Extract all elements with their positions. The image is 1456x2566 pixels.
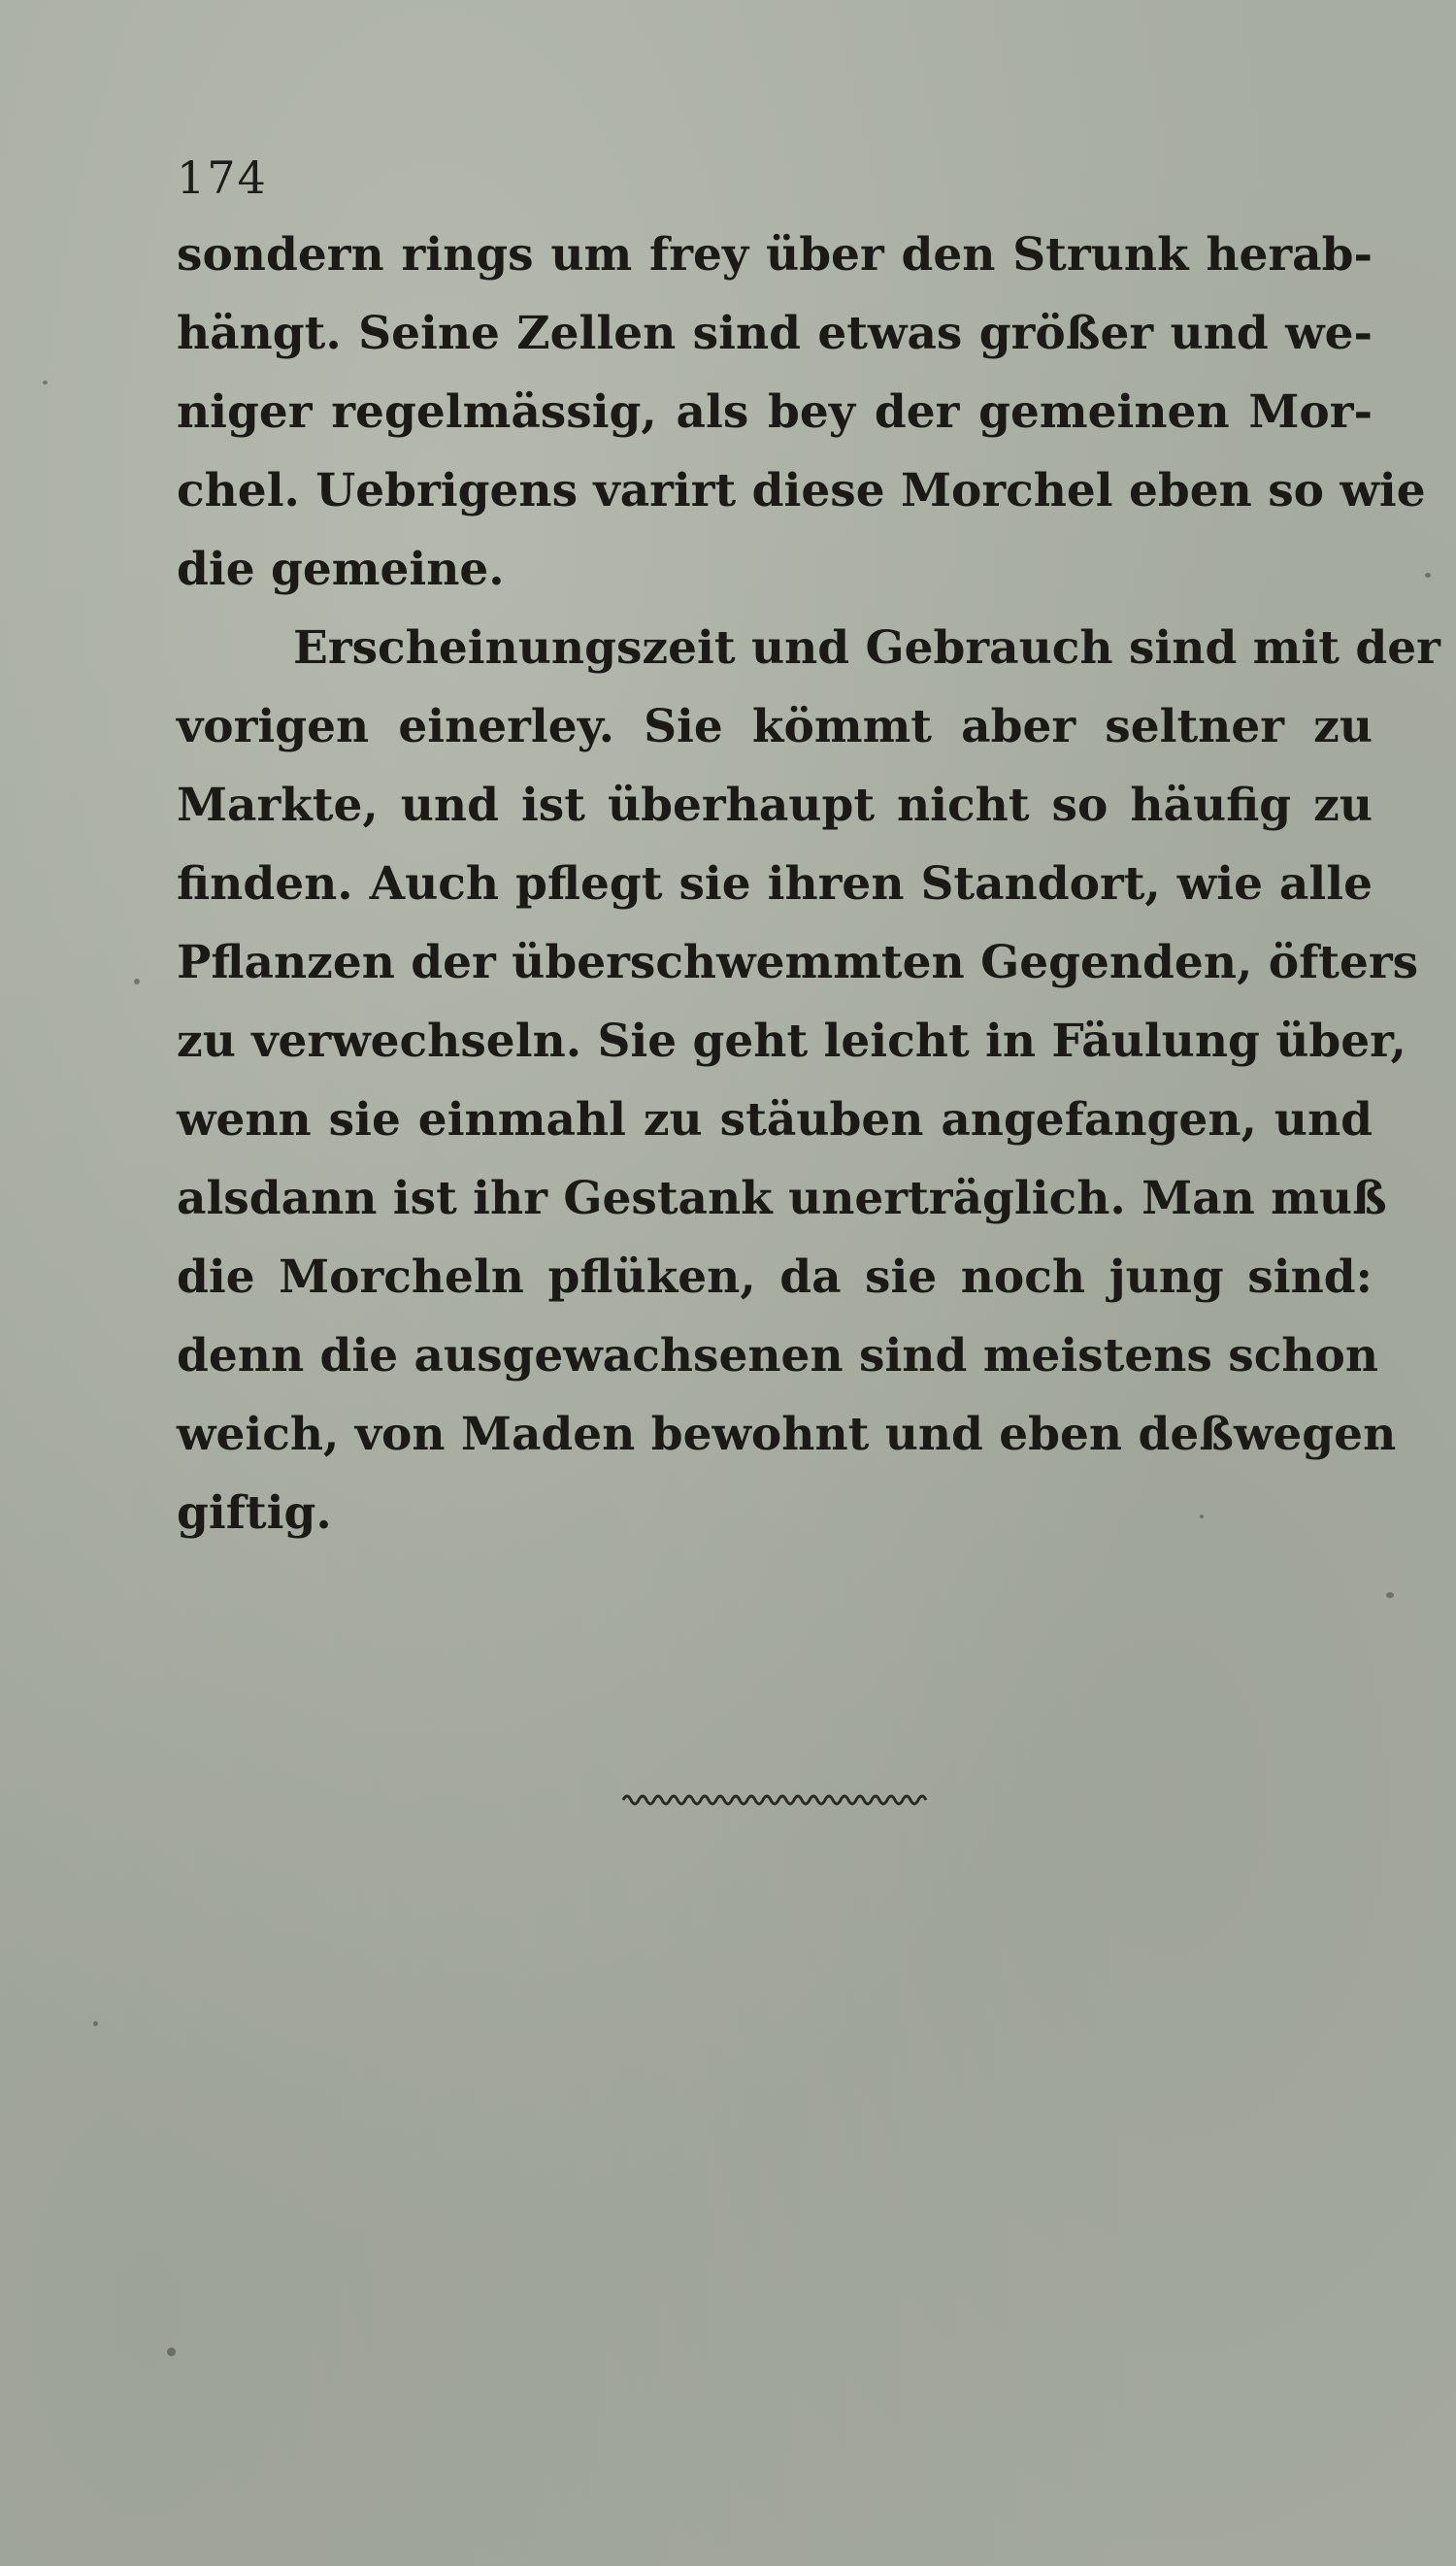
text-line: wenn sie einmahl zu stäuben angefangen, und (177, 1093, 1373, 1147)
page-number: 174 (177, 151, 268, 204)
text-line: alsdann ist ihr Gestank unerträglich. Man muß (177, 1172, 1387, 1225)
text-line: denn die ausgewachsenen sind meistens schon (177, 1329, 1379, 1383)
ornamental-divider (621, 1786, 932, 1810)
text-line: giftig. (177, 1486, 332, 1540)
text-line: finden. Auch pflegt sie ihren Standort, wie alle (177, 857, 1373, 911)
text-line: hängt. Seine Zellen sind etwas größer und we- (177, 307, 1373, 360)
body-text (177, 216, 1440, 1552)
text-line: Pflanzen der überschwemmten Gegenden, öfters (177, 936, 1419, 989)
text-line: zu verwechseln. Sie geht leicht in Fäulung über, (177, 1015, 1406, 1068)
text-line: weich, von Maden bewohnt und eben deßwegen (177, 1408, 1397, 1461)
text-line: niger regelmässig, als bey der gemeinen Mor- (177, 385, 1373, 439)
text-line: vorigen einerley. Sie kömmt aber seltner zu (177, 700, 1373, 753)
text-line: die gemeine. (177, 543, 505, 596)
text-line: Markte, und ist überhaupt nicht so häufig zu (177, 779, 1373, 832)
text-line: Erscheinungszeit und Gebrauch sind mit der (293, 621, 1440, 675)
text-line: sondern rings um frey über den Strunk herab- (177, 228, 1373, 282)
text-line: chel. Uebrigens varirt diese Morchel eben so wie (177, 464, 1426, 517)
text-line: die Morcheln pflüken, da sie noch jung sind: (177, 1250, 1373, 1304)
